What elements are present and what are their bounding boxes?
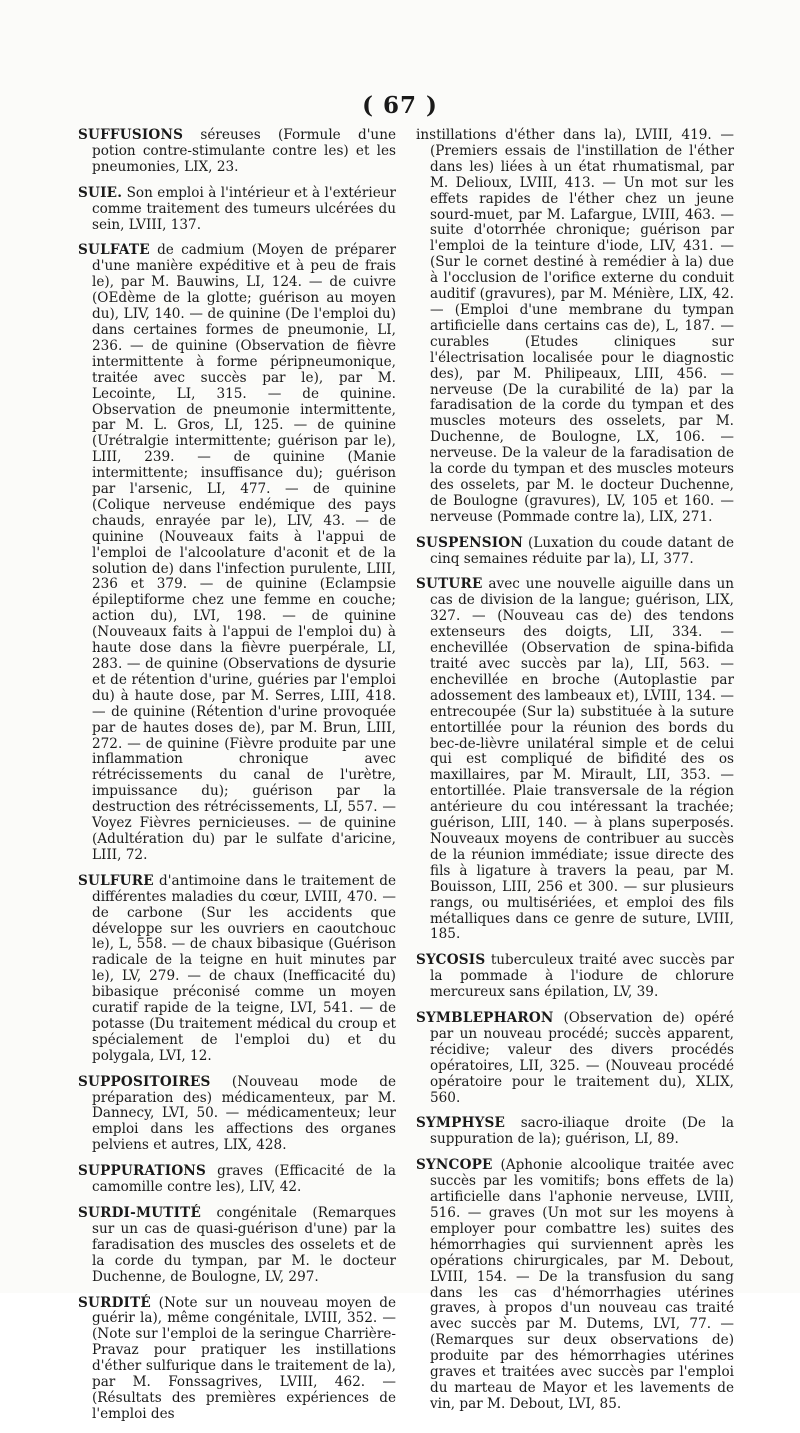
entry-text: d'antimoine dans le traitement de différentes maladies du cœur, LVIII, 470. — de carbone (Sur les accidents que développe sur les ouvriers en caoutchouc le), L, 558. — de chaux bibasique (Guérison radicale de la teigne en huit minutes par le), LV, 279. — de chaux (Inefficacité du) bibasique préconisé comme un moyen curatif rapide de la teigne, LVI, 541. — de potasse (Du traitement médical du croup et spécialement de l'emploi du) et du polygala, LVI, 12. — [92, 872, 396, 1064]
entry-text: congénitale (Remarques sur un cas de quasi-guérison d'une) par la faradisation des muscles des osselets et de la corde du tympan, par M. le docteur Duchenne, de Boulogne, LV, 297. — [92, 1205, 396, 1285]
index-entry — [78, 243, 396, 863]
index-entry — [78, 1206, 396, 1286]
index-entry-continued — [416, 128, 734, 526]
entry-headword: SYMPHYSE — [416, 1115, 506, 1132]
index-entry — [78, 874, 396, 1065]
entry-headword: SYNCOPE — [416, 1157, 493, 1174]
entry-text: séreuses (Formule d'une potion contre-stimulante contre les) et les pneumonies, LIX, 23. — [92, 127, 396, 175]
page-number: ( 67 ) — [362, 92, 438, 119]
entry-headword: SULFURE — [78, 872, 154, 889]
entry-text: (Aphonie alcoolique traitée avec succès par les vomitifs; bons effets de la) artificielle dans l'aphonie nerveuse, LVIII, 516. — graves (Un mot sur les moyens à employer pour combattre les) suites des hémorrhagies qui surviennent après les opérations chirurgicales, par M. Debout, LVIII, 154. — De la transfusion du sang dans les cas d'hémorrhagies utérines graves, à propos d'un nouveau cas traité avec succès par M. Dutems, LVI, 77. — (Remarques sur deux observations de) produite par des hémorrhagies utérines graves et traitées avec succès par l'emploi du marteau de Mayor et les lavements de vin, par M. Debout, LVI, 85. — [430, 1157, 734, 1412]
index-entry — [78, 1164, 396, 1196]
index-entry — [78, 186, 396, 234]
entry-headword: SUPPOSITOIRES — [78, 1073, 211, 1090]
column-right — [416, 128, 734, 1423]
index-entry — [416, 1158, 734, 1413]
index-entry — [78, 1075, 396, 1155]
entry-text: (Observation de) opéré par un nouveau procédé; succès apparent, récidive; valeur des divers procédés opératoires, LII, 325. — (Nouveau procédé opératoire pour le traitement du), XLIX, 560. — [430, 1010, 734, 1106]
index-entry — [78, 1296, 396, 1423]
entry-headword: SUIE. — [78, 184, 123, 201]
entry-text: sacro-iliaque droite (De la suppuration de la); guérison, LI, 89. — [430, 1115, 734, 1148]
entry-headword: SULFATE — [78, 242, 150, 259]
entry-text: instillations d'éther dans la), LVIII, 419. — (Premiers essais de l'instillation de l'éther dans les) liées à un état rhumatismal, par M. Delioux, LVIII, 413. — Un mot sur les effets rapides de l'éther chez un jeune sourd-muet, par M. Lafargue, LVIII, 463. — suite d'otorrhée chronique; guérison par l'emploi de la teinture d'iode, LIV, 431. — (Sur le cornet destiné à remédier à la) due à l'occlusion de l'orifice externe du conduit auditif (gravures), par M. Ménière, LIX, 42. — (Emploi d'une membrane du tympan artificielle dans certains cas de), L, 187. — curables (Etudes cliniques sur l'électrisation localisée pour le diagnostic des), par M. Philipeaux, LIII, 456. — nerveuse (De la curabilité de la) par la faradisation de la corde du tympan et des muscles moteurs des osselets, par M. Duchenne, de Boulogne, LX, 106. — nerveuse. De la valeur de la faradisation de la corde du tympan et des muscles moteurs des osselets, par M. le docteur Duchenne, de Boulogne (gravures), LV, 105 et 160. — nerveuse (Pommade contre la), LIX, 271. — [416, 127, 734, 525]
entry-text: (Nouveau mode de préparation des) médicamenteux, par M. Dannecy, LVI, 50. — médicamenteux; leur emploi dans les affections des organes pelviens et autres, LIX, 428. — [92, 1073, 396, 1154]
entry-text: (Note sur un nouveau moyen de guérir la), même congénitale, LVIII, 352. — (Note sur l'emploi de la seringue Charrière-Pravaz pour pratiquer les instillations d'éther sulfurique dans le traitement de la), par M. Fonssagrives, LVIII, 462. — (Résultats des premières expériences de l'emploi des — [92, 1294, 397, 1422]
entry-text: Son emploi à l'intérieur et à l'extérieur comme traitement des tumeurs ulcérées du sein, LVIII, 137. — [92, 184, 396, 233]
entry-headword: SUPPURATIONS — [78, 1163, 207, 1180]
entry-headword: SUSPENSION — [416, 534, 523, 551]
entry-text: (Luxation du coude datant de cinq semaines réduite par la), LI, 377. — [430, 534, 735, 567]
entry-headword: SUFFUSIONS — [78, 127, 184, 143]
entry-text: avec une nouvelle aiguille dans un cas de division de la langue; guérison, LIX, 327. — (Nouveau cas de) des tendons extenseurs des doigts, LII, 334. — enchevillée (Observation de spina-bifida traité avec succès par la), LII, 563. — enchevillée en broche (Autoplastie par adossement des lambeaux et), LVIII, 134. — entrecoupée (Sur la) substituée à la suture entortillée pour la réunion des bords du bec-de-lièvre unilatéral simple et de celui qui est compliqué de bifidité des os maxillaires, par M. Mirault, LII, 353. — entortillée. Plaie transversale de la région antérieure du cou intéressant la trachée; guérison, LIII, 140. — à plans superposés. Nouveaux moyens de contribuer au succès de la réunion immédiate; issue directe des fils à ligature à travers la peau, par M. Bouisson, LIII, 256 et 300. — sur plusieurs rangs, ou multisériées, et emploi des fils métalliques dans ce genre de suture, LVIII, 185. — [430, 576, 734, 943]
index-entry — [78, 128, 396, 176]
entry-headword: SYMBLEPHARON — [416, 1010, 554, 1027]
entry-text: tuberculeux traité avec succès par la pommade à l'iodure de chlorure mercureux sans épilation, LV, 39. — [430, 952, 735, 1001]
index-entry — [416, 953, 734, 1001]
index-entry — [416, 1011, 734, 1106]
entry-headword: SURDI-MUTITÉ — [78, 1205, 202, 1221]
entry-headword: SYCOSIS — [416, 952, 486, 969]
entry-headword: SURDITÉ — [78, 1294, 151, 1311]
index-entry — [416, 1116, 734, 1148]
index-entry — [416, 577, 734, 943]
entry-text: graves (Efficacité de la camomille contre les), LIV, 42. — [92, 1163, 396, 1196]
index-entry — [416, 536, 734, 568]
entry-headword: SUTURE — [416, 576, 483, 593]
column-left — [78, 128, 396, 1433]
entry-text: de cadmium (Moyen de préparer d'une manière expéditive et à peu de frais le), par M. Bauwins, LI, 124. — de cuivre (OEdème de la glotte; guérison au moyen du), LIV, 140. — de quinine (De l'emploi du) dans certaines formes de pneumonie, LI, 236. — de quinine (Observation de fièvre intermittente à forme péripneumonique, traitée avec succès par le), par M. Lecointe, LI, 315. — de quinine. Observation de pneumonie intermittente, par M. L. Gros, LI, 125. — de quinine (Urétralgie intermittente; guérison par le), LIII, 239. — de quinine (Manie intermittente; insuffisance du); guérison par l'arsenic, LI, 477. — de quinine (Colique nerveuse endémique des pays chauds, enrayée par le), LIV, 43. — de quinine (Nouveaux faits à l'appui de l'emploi de l'alcoolature d'aconit et de la solution de) dans l'infection purulente, LIII, 236 et 379. — de quinine (Eclampsie épileptiforme chez une femme en couche; action du), LVI, 198. — de quinine (Nouveaux faits à l'appui de l'emploi du) à haute dose dans la fièvre puerpérale, LI, 283. — de quinine (Observations de dysurie et de rétention d'urine, guéries par l'emploi du) à haute dose, par M. Serres, LIII, 418. — de quinine (Rétention d'urine provoquée par de hautes doses de), par M. Brun, LIII, 272. — de quinine (Fièvre produite par une inflammation chronique avec rétrécissements du canal de l'urètre, impuissance du); guérison par la destruction des rétrécissements, LI, 557. — Voyez Fièvres pernicieuses. — de quinine (Adultération du) par le sulfate d'aricine, LIII, 72. — [92, 242, 396, 863]
